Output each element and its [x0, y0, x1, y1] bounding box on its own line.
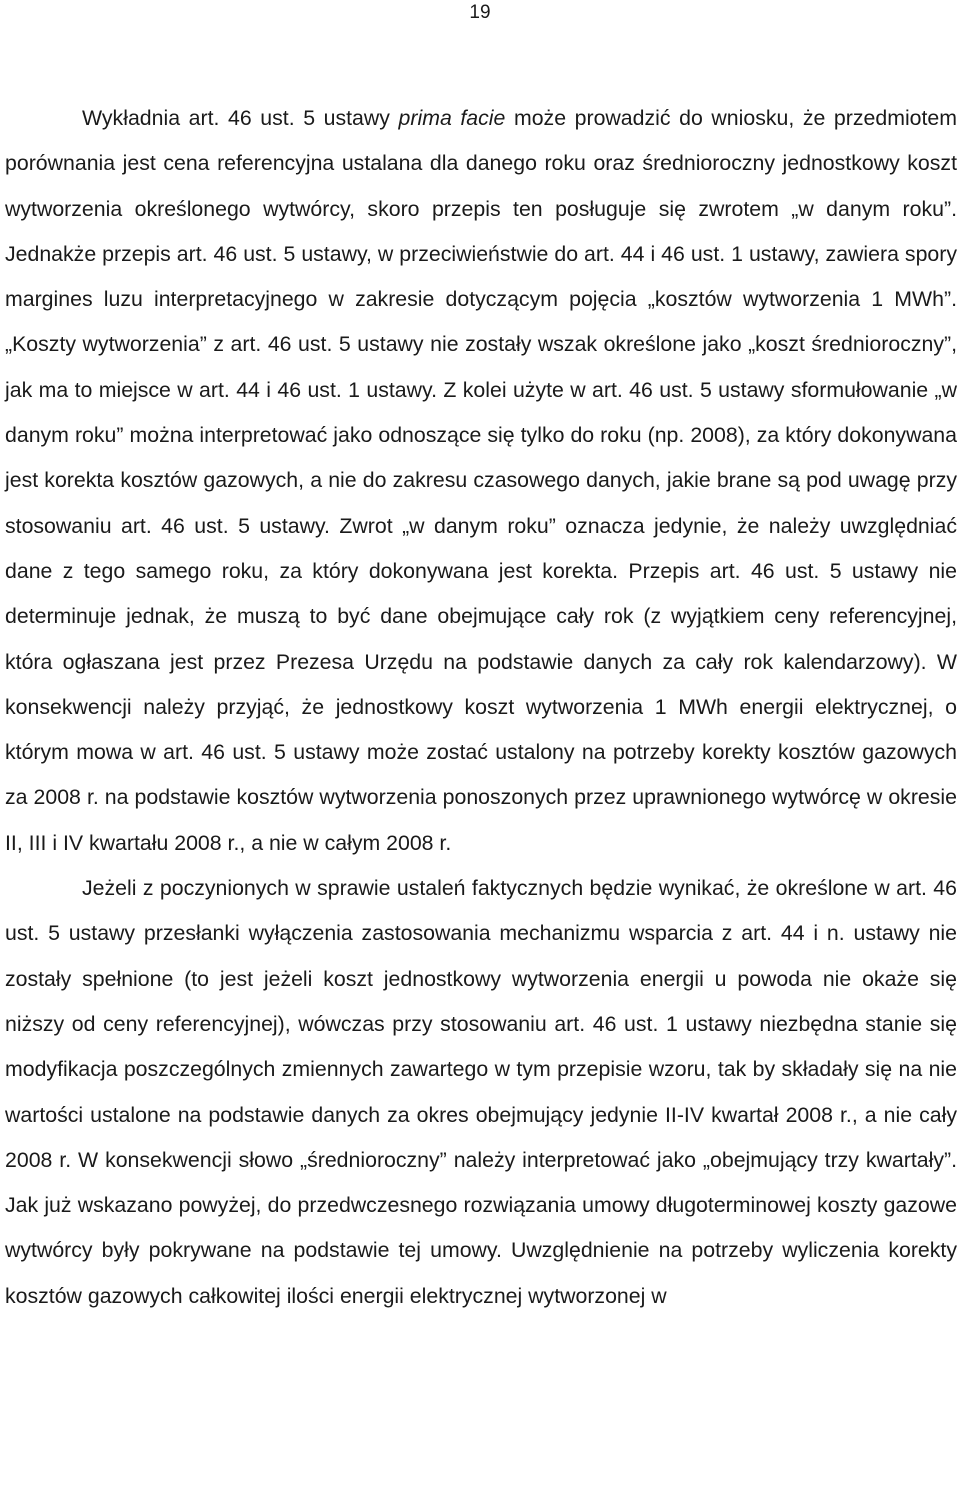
- paragraph-text: może prowadzić do wniosku, że przedmiotem porównania jest cena referencyjna ustalana dla danego roku oraz średnioroczny jednostkowy koszt wytworzenia określonego wytwórcy, skoro przepis ten posługuje się zwrotem „w danym roku”. Jednakże przepis art. 46 ust. 5 ustawy, w przeciwieństwie do art. 44 i 46 ust. 1 ustawy, zawiera spory margines luzu interpretacyjnego w zakresie dotyczącym pojęcia „kosztów wytworzenia 1 MWh”. „Koszty wytworzenia” z art. 46 ust. 5 ustawy nie zostały wszak określone jako „koszt średnioroczny”, jak ma to miejsce w art. 44 i 46 ust. 1 ustawy. Z kolei użyte w art. 46 ust. 5 ustawy sformułowanie „w danym roku” można interpretować jako odnoszące się tylko do roku (np. 2008), za który dokonywana jest korekta kosztów gazowych, a nie do zakresu czasowego danych, jakie brane są pod uwagę przy stosowaniu art. 46 ust. 5 ustawy. Zwrot „w danym roku” oznacza jedynie, że należy uwzględniać dane z tego samego roku, za który dokonywana jest korekta. Przepis art. 46 ust. 5 ustawy nie determinuje jednak, że muszą to być dane obejmujące cały rok (z wyjątkiem ceny referencyjnej, która ogłaszana jest przez Prezesa Urzędu na podstawie danych za cały rok kalendarzowy). W konsekwencji należy przyjąć, że jednostkowy koszt wytworzenia 1 MWh energii elektrycznej, o którym mowa w art. 46 ust. 5 ustawy może zostać ustalony na potrzeby korekty kosztów gazowych za 2008 r. na podstawie kosztów wytworzenia ponoszonych przez uprawnionego wytwórcę w okresie II, III i IV kwartału 2008 r., a nie w całym 2008 r.: [5, 106, 958, 855]
- paragraph-text: Jeżeli z poczynionych w sprawie ustaleń faktycznych będzie wynikać, że określone w art. 46 ust. 5 ustawy przesłanki wyłączenia zastosowania mechanizmu wsparcia z art. 44 i n. ustawy nie zostały spełnione (to jest jeżeli koszt jednostkowy wytworzenia energii u powoda nie okaże się niższy od ceny referencyjnej), wówczas przy stosowaniu art. 46 ust. 1 ustawy niezbędna stanie się modyfikacja poszczególnych zmiennych zawartego w tym przepisie wzoru, tak by składały się na nie wartości ustalone na podstawie danych za okres obejmujący jedynie II-IV kwartał 2008 r., a nie cały 2008 r. W konsekwencji słowo „średnioroczny” należy interpretować jako „obejmujący trzy kwartały”. Jak już wskazano powyżej, do przedwczesnego rozwiązania umowy długoterminowej koszty gazowe wytwórcy były pokrywane na podstawie tej umowy. Uwzględnienie na potrzeby wyliczenia korekty kosztów gazowych całkowitej ilości energii elektrycznej wytworzonej w: [5, 876, 957, 1308]
- document-body: [5, 96, 957, 1319]
- paragraph-italic-text: prima facie: [398, 106, 506, 130]
- paragraph: [5, 866, 957, 1319]
- paragraph: [5, 96, 957, 866]
- paragraph-text: Wykładnia art. 46 ust. 5 ustawy: [82, 106, 399, 130]
- page-number: 19: [469, 2, 491, 23]
